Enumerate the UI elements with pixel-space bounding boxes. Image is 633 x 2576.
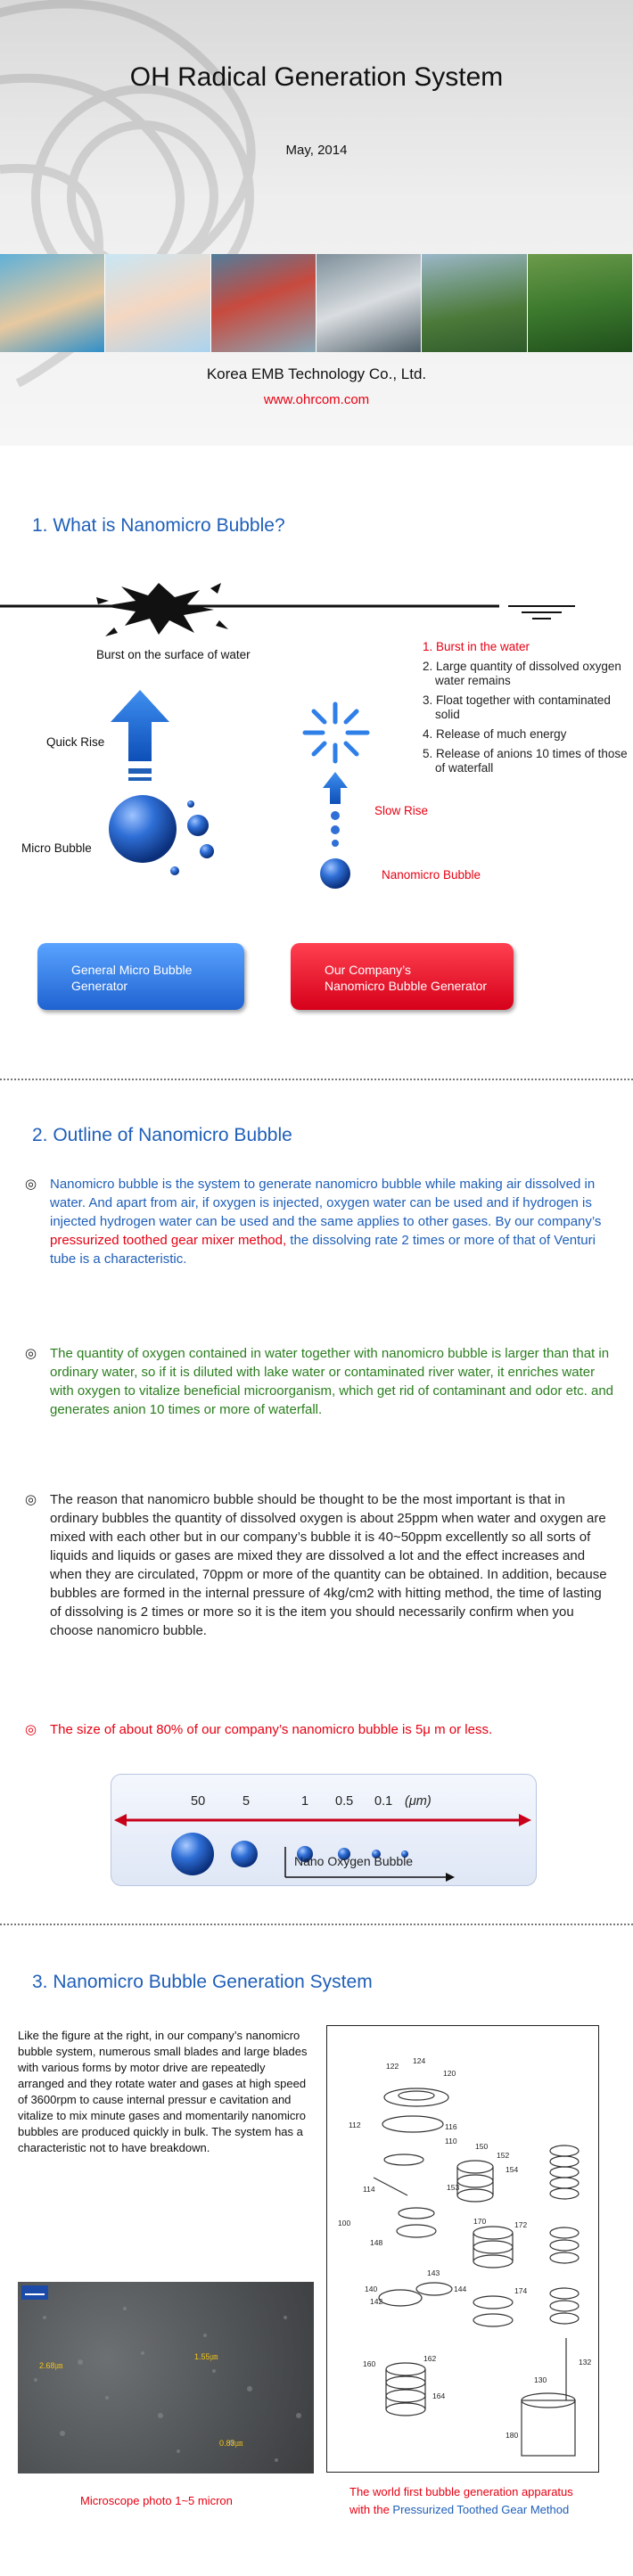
button-label: Nanomicro Bubble Generator (325, 979, 488, 993)
button-label: Generator (71, 979, 128, 993)
system-description: Like the figure at the right, in our company’s nanomicro bubble system, numerous small blades and large blades with various forms by motor drive are repeatedly arranged and they rotate water and gases at high speed of 3600rpm to cause internal pressur e cavitation and vitalize to mix minute gases and momentarily nanomicro bubbles are produced quickly in bulk. The system has a characteristic not to have breakdown. (18, 2029, 308, 2154)
scale-caption: Nano Oxygen Bubble (294, 1854, 414, 1868)
diagram-caption-line2 (349, 2503, 569, 2516)
section-3-title: 3. Nanomicro Bubble Generation System (32, 1972, 373, 1992)
section-divider (0, 1924, 633, 1925)
outline-paragraph-1 (25, 1175, 613, 1268)
part-number: 122 (386, 2062, 399, 2071)
scale-tick-label: 5 (243, 1794, 251, 1809)
outline-paragraph-4 (25, 1720, 613, 1739)
section-divider (0, 1079, 633, 1080)
part-number: 112 (349, 2121, 361, 2129)
slow-rise-arrow-icon (323, 772, 348, 847)
photo-washing (316, 254, 422, 352)
part-number: 124 (413, 2056, 426, 2065)
scale-tick-label: 1 (301, 1794, 309, 1809)
part-number: 153 (447, 2183, 460, 2192)
button-label: General Micro Bubble (71, 963, 193, 977)
part-number: 172 (514, 2220, 528, 2229)
photo-crops (528, 254, 633, 352)
cover-header (0, 0, 633, 446)
scale-tick-label: 50 (191, 1794, 206, 1809)
nanomicro-bubble-label: Nanomicro Bubble (382, 868, 481, 882)
micro-bubble-label: Micro Bubble (21, 841, 92, 855)
part-number: 150 (475, 2142, 489, 2151)
date-label: May, 2014 (285, 143, 348, 158)
part-number: 132 (579, 2358, 592, 2367)
company-nanomicro-bubble-generator-button[interactable] (291, 943, 514, 1010)
slow-rise-label: Slow Rise (374, 804, 429, 817)
part-number: 180 (506, 2431, 519, 2440)
button-label: Our Company’s (325, 963, 412, 977)
list-item: 1. Burst in the water (423, 640, 530, 653)
part-number: 116 (445, 2122, 457, 2131)
outline-paragraph-2 (25, 1344, 613, 1419)
part-number: 130 (534, 2375, 547, 2384)
part-number: 110 (445, 2137, 457, 2145)
bullet-mark-icon: ◎ (25, 1177, 37, 1192)
scale-tick-label: 0.1 (374, 1794, 393, 1809)
photo-strip (0, 254, 633, 352)
bullet-mark-icon: ◎ (25, 1722, 37, 1737)
website-link[interactable]: www.ohrcom.com (263, 392, 370, 407)
part-number: 152 (497, 2151, 510, 2160)
paragraph-text: The quantity of oxygen contained in water together with nanomicro bubble is larger than that in ordinary water, so if it is diluted with lake water or contaminated river water, it enriches water with oxygen to vitalize beneficial microorganism, which get rid of contaminant and odor etc. and generates anion 10 times or more of waterfall. (50, 1346, 613, 1417)
part-number: 164 (432, 2391, 446, 2400)
part-number: 174 (514, 2286, 528, 2295)
section-2-title: 2. Outline of Nanomicro Bubble (32, 1125, 292, 1145)
paragraph-text: the dissolving rate 2 times or more of that of Venturi tube is a characteristic. (50, 1233, 596, 1267)
bullet-mark-icon: ◎ (25, 1492, 37, 1507)
photo-irrigation (422, 254, 527, 352)
list-item: 3. Float together with contaminated solid (423, 693, 611, 721)
section-1-title: 1. What is Nanomicro Bubble? (32, 515, 285, 536)
bubble-size-label: 1.55㎛ (194, 2352, 218, 2361)
scale-unit-label: (μm) (405, 1794, 432, 1809)
diagram-caption-line1: The world first bubble generation apparatus (349, 2485, 573, 2498)
part-number: 148 (370, 2238, 383, 2247)
paragraph-text: Nanomicro bubble is the system to generate nanomicro bubble while making air dissolved in water. And apart from air, if oxygen is injected, oxygen water can be used and if hydrogen is injected hydrogen water can be used and the same applies to other gases. By our company’s (50, 1177, 602, 1229)
company-name: Korea EMB Technology Co., Ltd. (206, 365, 427, 382)
nanomicro-properties-list (423, 640, 628, 775)
part-number: 160 (363, 2359, 376, 2368)
part-number: 144 (454, 2285, 467, 2293)
quick-rise-arrow-icon (111, 690, 169, 781)
part-number: 140 (365, 2285, 378, 2293)
list-item: 5. Release of anions 10 times of those of waterfall (423, 747, 628, 775)
caption-text: with the (349, 2503, 393, 2516)
caption-method-text: Pressurized Toothed Gear Method (392, 2503, 570, 2516)
nanomicro-bubble-icon (320, 858, 350, 889)
photo-child-bath (105, 254, 210, 352)
photo-waterpark (0, 254, 105, 352)
microscope-photo (18, 2282, 314, 2473)
micro-bubbles-icon (109, 795, 214, 875)
bubble-size-label: 0.83㎛ (219, 2439, 243, 2448)
part-number: 142 (370, 2297, 383, 2306)
list-item: 4. Release of much energy (423, 727, 567, 741)
part-number: 143 (427, 2268, 440, 2277)
bubble-size-label: 2.68㎛ (39, 2361, 63, 2370)
apparatus-diagram-frame (326, 2025, 599, 2473)
burst-icon (96, 583, 228, 636)
paragraph-text: The size of about 80% of our company’s nanomicro bubble is 5μ m or less. (50, 1722, 493, 1737)
part-number: 154 (506, 2165, 519, 2174)
general-micro-bubble-generator-button[interactable] (37, 943, 244, 1010)
apparatus-diagram (327, 2026, 598, 2472)
nano-burst-icon (305, 704, 367, 761)
paragraph-text: The reason that nanomicro bubble should be thought to be the most important is that in ordinary bubbles the quantity of dissolved oxygen is about 25ppm when water and oxygen are mixed with each other but in our company’s bubble it is 40~50ppm excellently so all sorts of liquids and liquids or gases are mixed they are dissolved a lot and the effect increases and when they are circulated, 70ppm or more of the quantity can be obtained. In addition, because bubbles are formed in the internal pressure of 4kg/cm2 with hitting method, the time of lasting of dissolving is 2 times or more so it is the item you should necessarily confirm when you choose nanomicro bubble. (50, 1492, 607, 1638)
part-number: 114 (363, 2185, 375, 2194)
part-number: 170 (473, 2217, 487, 2226)
burst-label: Burst on the surface of water (96, 648, 251, 661)
scale-tick-label: 0.5 (335, 1794, 354, 1809)
bullet-mark-icon: ◎ (25, 1346, 37, 1361)
photo-fish (211, 254, 316, 352)
page-title: OH Radical Generation System (129, 62, 504, 92)
part-number: 120 (443, 2069, 456, 2078)
microscope-photo-caption: Microscope photo 1~5 micron (80, 2494, 233, 2507)
quick-rise-label: Quick Rise (46, 735, 105, 749)
outline-paragraph-3 (25, 1490, 613, 1640)
part-number: 100 (338, 2219, 351, 2227)
list-item: 2. Large quantity of dissolved oxygen water remains (423, 660, 621, 687)
part-number: 162 (423, 2354, 437, 2363)
microscope-texture (18, 2282, 314, 2473)
highlight-text: pressurized toothed gear mixer method, (50, 1233, 287, 1248)
